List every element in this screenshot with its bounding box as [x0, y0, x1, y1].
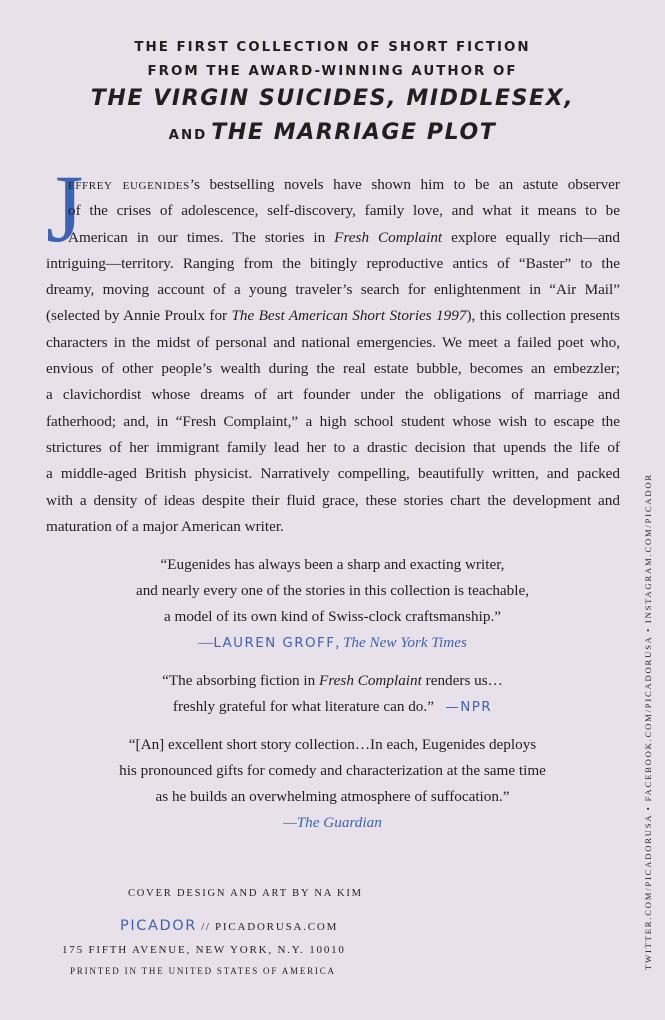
- header-marriage-plot: THE MARRIAGE PLOT: [211, 120, 497, 145]
- quote-3-line: his pronounced gifts for comedy and characterization at the same time: [119, 762, 546, 779]
- description-line: [46, 303, 620, 329]
- header-and: AND: [168, 128, 208, 143]
- description-segment: ’s bestselling novels have shown him to be an astute observer: [189, 176, 620, 193]
- description-line: [46, 435, 620, 461]
- description-line: [46, 251, 620, 277]
- description-line: [46, 488, 620, 514]
- description-segment: maturation of a major American writer.: [46, 517, 284, 535]
- social-links[interactable]: TWITTER.COM/PICADORUSA • FACEBOOK.COM/PICADORUSA • INSTAGRAM.COM/PICADOR: [643, 473, 653, 970]
- quote-2-line: [0, 668, 665, 694]
- quote-2-text-2: freshly grateful for what literature can do.”: [172, 698, 434, 715]
- quote-1-comma: ,: [335, 634, 340, 651]
- description-segment: strictures of her immigrant family lead her to a drastic decision that upends the life of: [46, 438, 620, 456]
- description-line: [46, 198, 620, 224]
- description-line: [46, 514, 620, 540]
- quote-2-source: —NPR: [445, 699, 493, 715]
- publisher-url[interactable]: PICADORUSA.COM: [214, 921, 339, 933]
- quote-3-line: as he builds an overwhelming atmosphere of suffocation.”: [155, 788, 510, 805]
- description-line: [46, 225, 620, 251]
- description-segment: intriguing—territory. Ranging from the bitingly reproductive antics of “Baster” to the: [46, 254, 620, 272]
- description-segment: of the crises of adolescence, self-discovery, family love, and what it means to be: [68, 202, 620, 220]
- quote-1-line: a model of its own kind of Swiss-clock craftsmanship.”: [163, 608, 502, 625]
- description: [46, 155, 620, 540]
- cover-credit: COVER DESIGN AND ART BY NA KIM: [128, 888, 363, 899]
- description-segment: with a density of ideas despite their fluid grace, these stories chart the development and: [46, 491, 620, 509]
- printed-in: PRINTED IN THE UNITED STATES OF AMERICA: [70, 966, 336, 976]
- description-line: [46, 356, 620, 382]
- quote-1: [0, 552, 665, 656]
- description-segment: a clavichordist whose dreams of art founder under the obligations of marriage and: [46, 386, 620, 404]
- quote-1-dash: —: [198, 634, 214, 651]
- quote-3-line: “[An] excellent short story collection…In each, Eugenides deploys: [128, 736, 537, 753]
- header-line-1: THE FIRST COLLECTION OF SHORT FICTION: [134, 40, 531, 55]
- description-segment: American in our times. The stories in: [68, 228, 335, 246]
- quote-2-line: [0, 694, 665, 720]
- description-segment: dreamy, moving account of a young traveler’s search for enlightenment in “Air Mail”: [46, 281, 620, 299]
- description-line: [46, 330, 620, 356]
- header-titles-2: [0, 120, 665, 145]
- quote-1-line: “Eugenides has always been a sharp and exacting writer,: [160, 556, 505, 573]
- description-segment: The Best American Short Stories 1997: [231, 307, 467, 325]
- quote-1-author: LAUREN GROFF: [213, 635, 336, 651]
- quote-2-text-end: renders us…: [421, 672, 503, 689]
- description-segment: a middle-aged British physicist. Narratively compelling, beautifully written, and packed: [46, 465, 620, 483]
- description-segment: envious of other people’s wealth during the real estate bubble, becomes an embezzler;: [46, 360, 620, 378]
- quote-3: [0, 732, 665, 836]
- description-segment: Fresh Complaint: [334, 228, 443, 246]
- quote-1-source: The New York Times: [342, 634, 467, 651]
- description-line: [46, 172, 620, 198]
- publisher-address: 175 FIFTH AVENUE, NEW YORK, N.Y. 10010: [62, 944, 346, 956]
- description-line: [46, 409, 620, 435]
- description-segment: ), this collection presents: [466, 307, 620, 325]
- quote-2-title: Fresh Complaint: [319, 672, 422, 689]
- quote-1-line: and nearly every one of the stories in this collection is teachable,: [135, 582, 530, 599]
- description-line: [46, 382, 620, 408]
- quote-1-attribution: [0, 630, 665, 656]
- header-line-2: FROM THE AWARD-WINNING AUTHOR OF: [147, 64, 518, 79]
- publisher-logo: PICADOR: [120, 918, 197, 934]
- description-segment: fatherhood; and, in “Fresh Complaint,” a high school student whose wish to escape the: [46, 412, 620, 430]
- description-segment: effrey eugenides: [68, 176, 190, 193]
- description-segment: characters in the midst of personal and national emergencies. We meet a failed poet who,: [46, 333, 620, 351]
- description-segment: (selected by Annie Proulx for: [46, 307, 232, 325]
- quote-2: [0, 668, 665, 720]
- quote-3-source: —The Guardian: [283, 814, 382, 831]
- description-line: [46, 277, 620, 303]
- quote-2-text: “The absorbing fiction in: [162, 672, 320, 689]
- description-line: [46, 461, 620, 487]
- drop-cap: J: [46, 155, 84, 262]
- header-titles: THE VIRGIN SUICIDES, MIDDLESEX,: [90, 86, 575, 111]
- description-segment: explore equally rich—and: [442, 228, 620, 246]
- publisher-line: [120, 918, 338, 934]
- publisher-sep: //: [196, 921, 215, 933]
